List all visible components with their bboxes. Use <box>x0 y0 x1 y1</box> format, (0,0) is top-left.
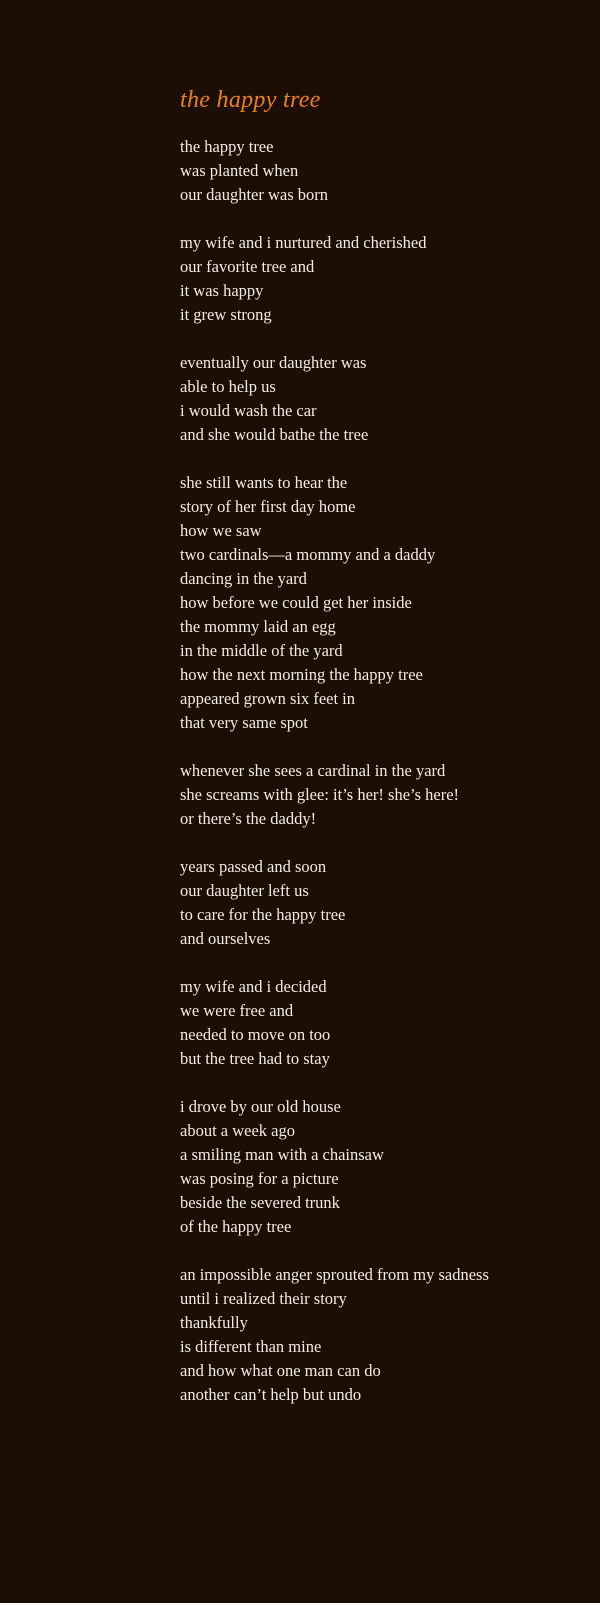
poem-line: needed to move on too <box>180 1025 331 1044</box>
stanza <box>180 231 580 327</box>
stanza <box>180 1263 580 1407</box>
poem-line: my wife and i decided <box>180 977 327 996</box>
poem-line: to care for the happy tree <box>180 905 346 924</box>
poem-line: years passed and soon <box>180 857 327 876</box>
poem-line: about a week ago <box>180 1121 295 1140</box>
poem-title: the happy tree <box>180 87 321 113</box>
poem-line: story of her first day home <box>180 497 356 516</box>
stanza <box>180 351 580 447</box>
poem-line: and ourselves <box>180 929 271 948</box>
poem-line: our daughter left us <box>180 881 309 900</box>
poem-line: whenever she sees a cardinal in the yard <box>180 761 446 780</box>
poem-line: and how what one man can do <box>180 1361 381 1380</box>
poem-body <box>180 135 580 1407</box>
poem-line: eventually our daughter was <box>180 353 367 372</box>
poem-line: another can’t help but undo <box>180 1385 362 1404</box>
stanza <box>180 855 580 951</box>
poem-line: i would wash the car <box>180 401 317 420</box>
poem-line: two cardinals—a mommy and a daddy <box>180 545 436 564</box>
poem-line: the mommy laid an egg <box>180 617 336 636</box>
poem-line: that very same spot <box>180 713 308 732</box>
poem-line: she still wants to hear the <box>180 473 348 492</box>
poem-line: an impossible anger sprouted from my sadness <box>180 1265 489 1284</box>
stanza <box>180 1095 580 1239</box>
poem-line: the happy tree <box>180 137 274 156</box>
poem-line: of the happy tree <box>180 1217 292 1236</box>
poem-line: in the middle of the yard <box>180 641 343 660</box>
poem-line: a smiling man with a chainsaw <box>180 1145 384 1164</box>
poem-line: but the tree had to stay <box>180 1049 330 1068</box>
stanza <box>180 759 580 831</box>
poem-line: we were free and <box>180 1001 294 1020</box>
poem-line: our daughter was born <box>180 185 329 204</box>
poem-line: i drove by our old house <box>180 1097 341 1116</box>
poem-line: and she would bathe the tree <box>180 425 369 444</box>
poem-line: how we saw <box>180 521 262 540</box>
poem-line: how before we could get her inside <box>180 593 412 612</box>
stanza <box>180 135 580 207</box>
poem-line: our favorite tree and <box>180 257 315 276</box>
poem-line: appeared grown six feet in <box>180 689 356 708</box>
poem-line: able to help us <box>180 377 276 396</box>
poem-line: it grew strong <box>180 305 272 324</box>
poem-line: or there’s the daddy! <box>180 809 317 828</box>
poem-line: how the next morning the happy tree <box>180 665 423 684</box>
poem-line: is different than mine <box>180 1337 322 1356</box>
poem-line: thankfully <box>180 1313 248 1332</box>
poem-line: beside the severed trunk <box>180 1193 340 1212</box>
poem-line: until i realized their story <box>180 1289 347 1308</box>
stanza <box>180 471 580 735</box>
poem-line: dancing in the yard <box>180 569 307 588</box>
poem-line: it was happy <box>180 281 264 300</box>
poem-line: my wife and i nurtured and cherished <box>180 233 427 252</box>
poem <box>180 84 580 1431</box>
poem-line: was planted when <box>180 161 299 180</box>
poem-line: was posing for a picture <box>180 1169 339 1188</box>
poem-line: she screams with glee: it’s her! she’s here! <box>180 785 460 804</box>
stanza <box>180 975 580 1071</box>
